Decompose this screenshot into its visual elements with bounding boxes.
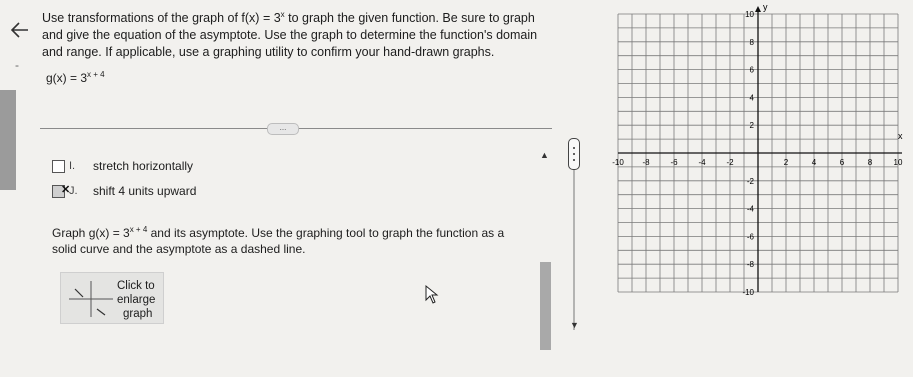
y-tick-label: 8 — [749, 37, 754, 47]
enlarge-graph-label: Click to enlarge graph — [117, 280, 156, 320]
graph-instruction: Graph $g(x) = 3^{x + 4}$ and its asymptote. Use the graphing tool to graph the function as a solid curve and the asymptote as a dashed line. — [52, 225, 505, 256]
y-tick-label: -2 — [746, 176, 754, 186]
coordinate-graph[interactable] — [614, 0, 904, 300]
option-i-text: stretch horizontally — [93, 159, 194, 173]
x-tick-label: 10 — [893, 158, 903, 167]
option-i[interactable] — [52, 159, 193, 173]
option-j-text: shift 4 units upward — [93, 184, 197, 198]
graph-thumbnail-icon — [67, 279, 115, 319]
y-tick-label: 10 — [745, 10, 754, 19]
y-axis-arrow-icon — [755, 6, 761, 12]
given-function: $g(x) = 3^{x + 4}$ — [46, 70, 105, 85]
y-tick-label: -4 — [746, 204, 754, 214]
x-tick-label: 8 — [867, 158, 873, 167]
y-tick-label: -6 — [746, 232, 754, 242]
scroll-down-icon[interactable]: ▼ — [570, 320, 579, 330]
x-tick-label: -8 — [642, 158, 650, 167]
x-tick-label: -2 — [726, 158, 734, 167]
y-tick-label: 4 — [749, 93, 754, 103]
x-tick-label: 4 — [811, 158, 817, 167]
x-tick-label: -4 — [698, 158, 706, 167]
x-mark-icon: ✕ — [61, 183, 71, 196]
question-instructions: Use transformations of the graph of $f(x) = 3^x$ to graph the given function. Be sure to graph and give the equation of the asymptote. Use the graph to determine the function's domain and range. If applicable, use a graphing utility to confirm your hand-drawn graphs. — [42, 10, 538, 60]
expand-more-button[interactable]: ... — [267, 123, 299, 135]
x-tick-label: 6 — [839, 158, 845, 167]
left-marker: - — [15, 58, 19, 72]
y-tick-label: 2 — [749, 121, 754, 131]
scroll-up-icon[interactable]: ▲ — [540, 150, 549, 160]
x-axis-label: x — [898, 131, 903, 141]
option-j-checkbox[interactable] — [52, 183, 71, 198]
option-j[interactable] — [52, 184, 196, 198]
option-i-letter: I. — [69, 160, 76, 172]
x-tick-label: -6 — [670, 158, 678, 167]
option-j-letter: J. — [69, 185, 78, 197]
y-tick-label: -10 — [742, 288, 754, 297]
pane-resize-handle[interactable] — [568, 138, 580, 170]
enlarge-graph-button[interactable] — [60, 272, 164, 324]
y-tick-label: -8 — [746, 260, 754, 270]
scrollbar-thumb[interactable] — [540, 262, 551, 350]
back-arrow-icon[interactable] — [8, 16, 36, 44]
mouse-pointer-icon — [425, 285, 441, 305]
left-side-strip — [0, 90, 16, 190]
x-tick-label: 2 — [783, 158, 789, 167]
option-i-checkbox[interactable] — [52, 160, 65, 173]
y-tick-label: 6 — [749, 65, 754, 75]
y-axis-label: y — [763, 2, 768, 12]
x-tick-label: -10 — [612, 158, 624, 167]
